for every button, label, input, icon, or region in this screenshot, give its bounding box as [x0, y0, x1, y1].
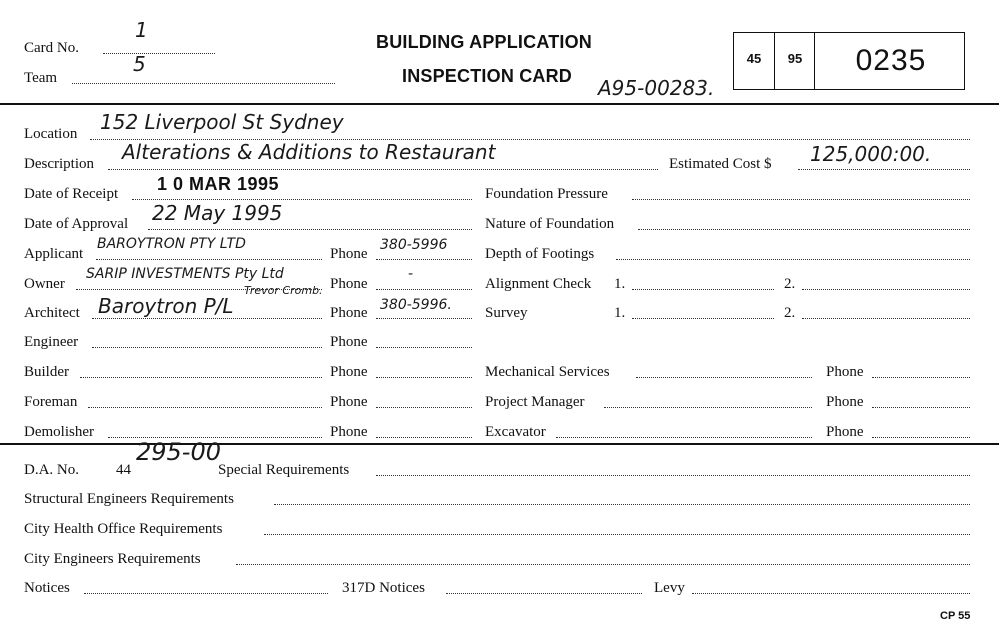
- location-value: 152 Liverpool St Sydney: [100, 110, 344, 134]
- architect-line: [92, 318, 322, 319]
- owner-phone-line: [376, 289, 472, 290]
- depth-footings-label: Depth of Footings: [485, 246, 595, 262]
- date-approval-label: Date of Approval: [24, 216, 129, 232]
- owner-value: SARIP INVESTMENTS Pty Ltd: [86, 266, 284, 282]
- header-divider: [0, 103, 999, 105]
- survey-line-2: [802, 318, 970, 319]
- alignment-line-1: [632, 289, 774, 290]
- survey-num-2: 2.: [784, 305, 796, 321]
- project-manager-phone-line: [872, 407, 970, 408]
- engineer-phone-line: [376, 347, 472, 348]
- team-line: [72, 83, 335, 84]
- date-receipt-line: [132, 199, 472, 200]
- foreman-phone-line: [376, 407, 472, 408]
- foundation-pressure-line: [632, 199, 970, 200]
- da-value: 295-00: [136, 438, 222, 466]
- health-req-label: City Health Office Requirements: [24, 521, 223, 537]
- health-req-line: [264, 534, 970, 535]
- date-approval-value: 22 May 1995: [152, 201, 283, 225]
- notices-line: [84, 593, 328, 594]
- file-box-3: 0235: [855, 44, 927, 77]
- owner-label: Owner: [24, 276, 65, 292]
- project-manager-line: [604, 407, 812, 408]
- builder-phone-line: [376, 377, 472, 378]
- structural-req-label: Structural Engineers Requirements: [24, 491, 234, 507]
- city-eng-req-label: City Engineers Requirements: [24, 551, 201, 567]
- excavator-label: Excavator: [485, 424, 546, 440]
- survey-num-1: 1.: [614, 305, 626, 321]
- card-title-line2: INSPECTION CARD: [402, 66, 573, 86]
- mechanical-phone-label: Phone: [826, 364, 864, 380]
- project-manager-phone-label: Phone: [826, 394, 864, 410]
- engineer-label: Engineer: [24, 334, 79, 350]
- applicant-label: Applicant: [24, 246, 84, 262]
- file-box-1: 45: [746, 51, 762, 66]
- project-manager-label: Project Manager: [485, 394, 585, 410]
- date-receipt-label: Date of Receipt: [24, 186, 119, 202]
- demolisher-label: Demolisher: [24, 424, 94, 440]
- date-approval-line: [148, 229, 472, 230]
- levy-line: [692, 593, 970, 594]
- survey-label: Survey: [485, 305, 528, 321]
- date-receipt-stamp: 1 0 MAR 1995: [157, 174, 280, 194]
- architect-phone-value: 380-5996.: [380, 297, 452, 313]
- depth-footings-line: [616, 259, 970, 260]
- builder-phone-label: Phone: [330, 364, 368, 380]
- architect-phone-label: Phone: [330, 305, 368, 321]
- alignment-check-label: Alignment Check: [485, 276, 592, 292]
- architect-note: Trevor Cromb.: [244, 284, 323, 297]
- applicant-phone-label: Phone: [330, 246, 368, 262]
- engineer-phone-label: Phone: [330, 334, 368, 350]
- architect-label: Architect: [24, 305, 80, 321]
- card-no-label: Card No.: [24, 40, 79, 56]
- notices-317d-label: 317D Notices: [342, 580, 425, 596]
- architect-phone-line: [376, 318, 472, 319]
- builder-line: [80, 377, 322, 378]
- foundation-pressure-label: Foundation Pressure: [485, 186, 608, 202]
- builder-label: Builder: [24, 364, 69, 380]
- applicant-value: BAROYTRON PTY LTD: [97, 236, 246, 252]
- description-line: [108, 169, 658, 170]
- form-code: CP 55: [940, 610, 971, 622]
- excavator-line: [556, 437, 812, 438]
- city-eng-req-line: [236, 564, 970, 565]
- owner-phone-label: Phone: [330, 276, 368, 292]
- notices-label: Notices: [24, 580, 70, 596]
- estimated-cost-line: [798, 169, 970, 170]
- card-no-value: 1: [135, 18, 148, 42]
- estimated-cost-label: Estimated Cost $: [669, 156, 772, 172]
- levy-label: Levy: [654, 580, 685, 596]
- da-prefix: 44: [116, 462, 131, 478]
- estimated-cost-value: 125,000:00.: [810, 142, 932, 166]
- alignment-line-2: [802, 289, 970, 290]
- location-label: Location: [24, 126, 78, 142]
- excavator-phone-line: [872, 437, 970, 438]
- mechanical-phone-line: [872, 377, 970, 378]
- engineer-line: [92, 347, 322, 348]
- file-reference: A95-00283.: [598, 76, 715, 100]
- excavator-phone-label: Phone: [826, 424, 864, 440]
- applicant-phone-line: [376, 259, 472, 260]
- applicant-phone-value: 380-5996: [380, 237, 448, 253]
- owner-phone-value: -: [408, 266, 414, 282]
- team-label: Team: [24, 70, 58, 86]
- card-title-line1: BUILDING APPLICATION: [376, 32, 592, 52]
- description-value: Alterations & Additions to Restaurant: [122, 140, 496, 164]
- notices-317d-line: [446, 593, 642, 594]
- nature-foundation-label: Nature of Foundation: [485, 216, 615, 232]
- demolisher-phone-line: [376, 437, 472, 438]
- foreman-label: Foreman: [24, 394, 78, 410]
- card-no-line: [103, 53, 215, 54]
- description-label: Description: [24, 156, 94, 172]
- file-box-2: 95: [787, 51, 803, 66]
- alignment-num-2: 2.: [784, 276, 796, 292]
- demolisher-phone-label: Phone: [330, 424, 368, 440]
- applicant-line: [96, 259, 322, 260]
- foreman-line: [88, 407, 322, 408]
- special-req-line: [376, 475, 970, 476]
- da-no-label: D.A. No.: [24, 462, 79, 478]
- architect-value: Baroytron P/L: [98, 294, 234, 318]
- mechanical-line: [636, 377, 812, 378]
- team-value: 5: [133, 52, 146, 76]
- foreman-phone-label: Phone: [330, 394, 368, 410]
- survey-line-1: [632, 318, 774, 319]
- structural-req-line: [274, 504, 970, 505]
- nature-foundation-line: [638, 229, 970, 230]
- special-req-label: Special Requirements: [218, 462, 350, 478]
- alignment-num-1: 1.: [614, 276, 626, 292]
- mechanical-label: Mechanical Services: [485, 364, 610, 380]
